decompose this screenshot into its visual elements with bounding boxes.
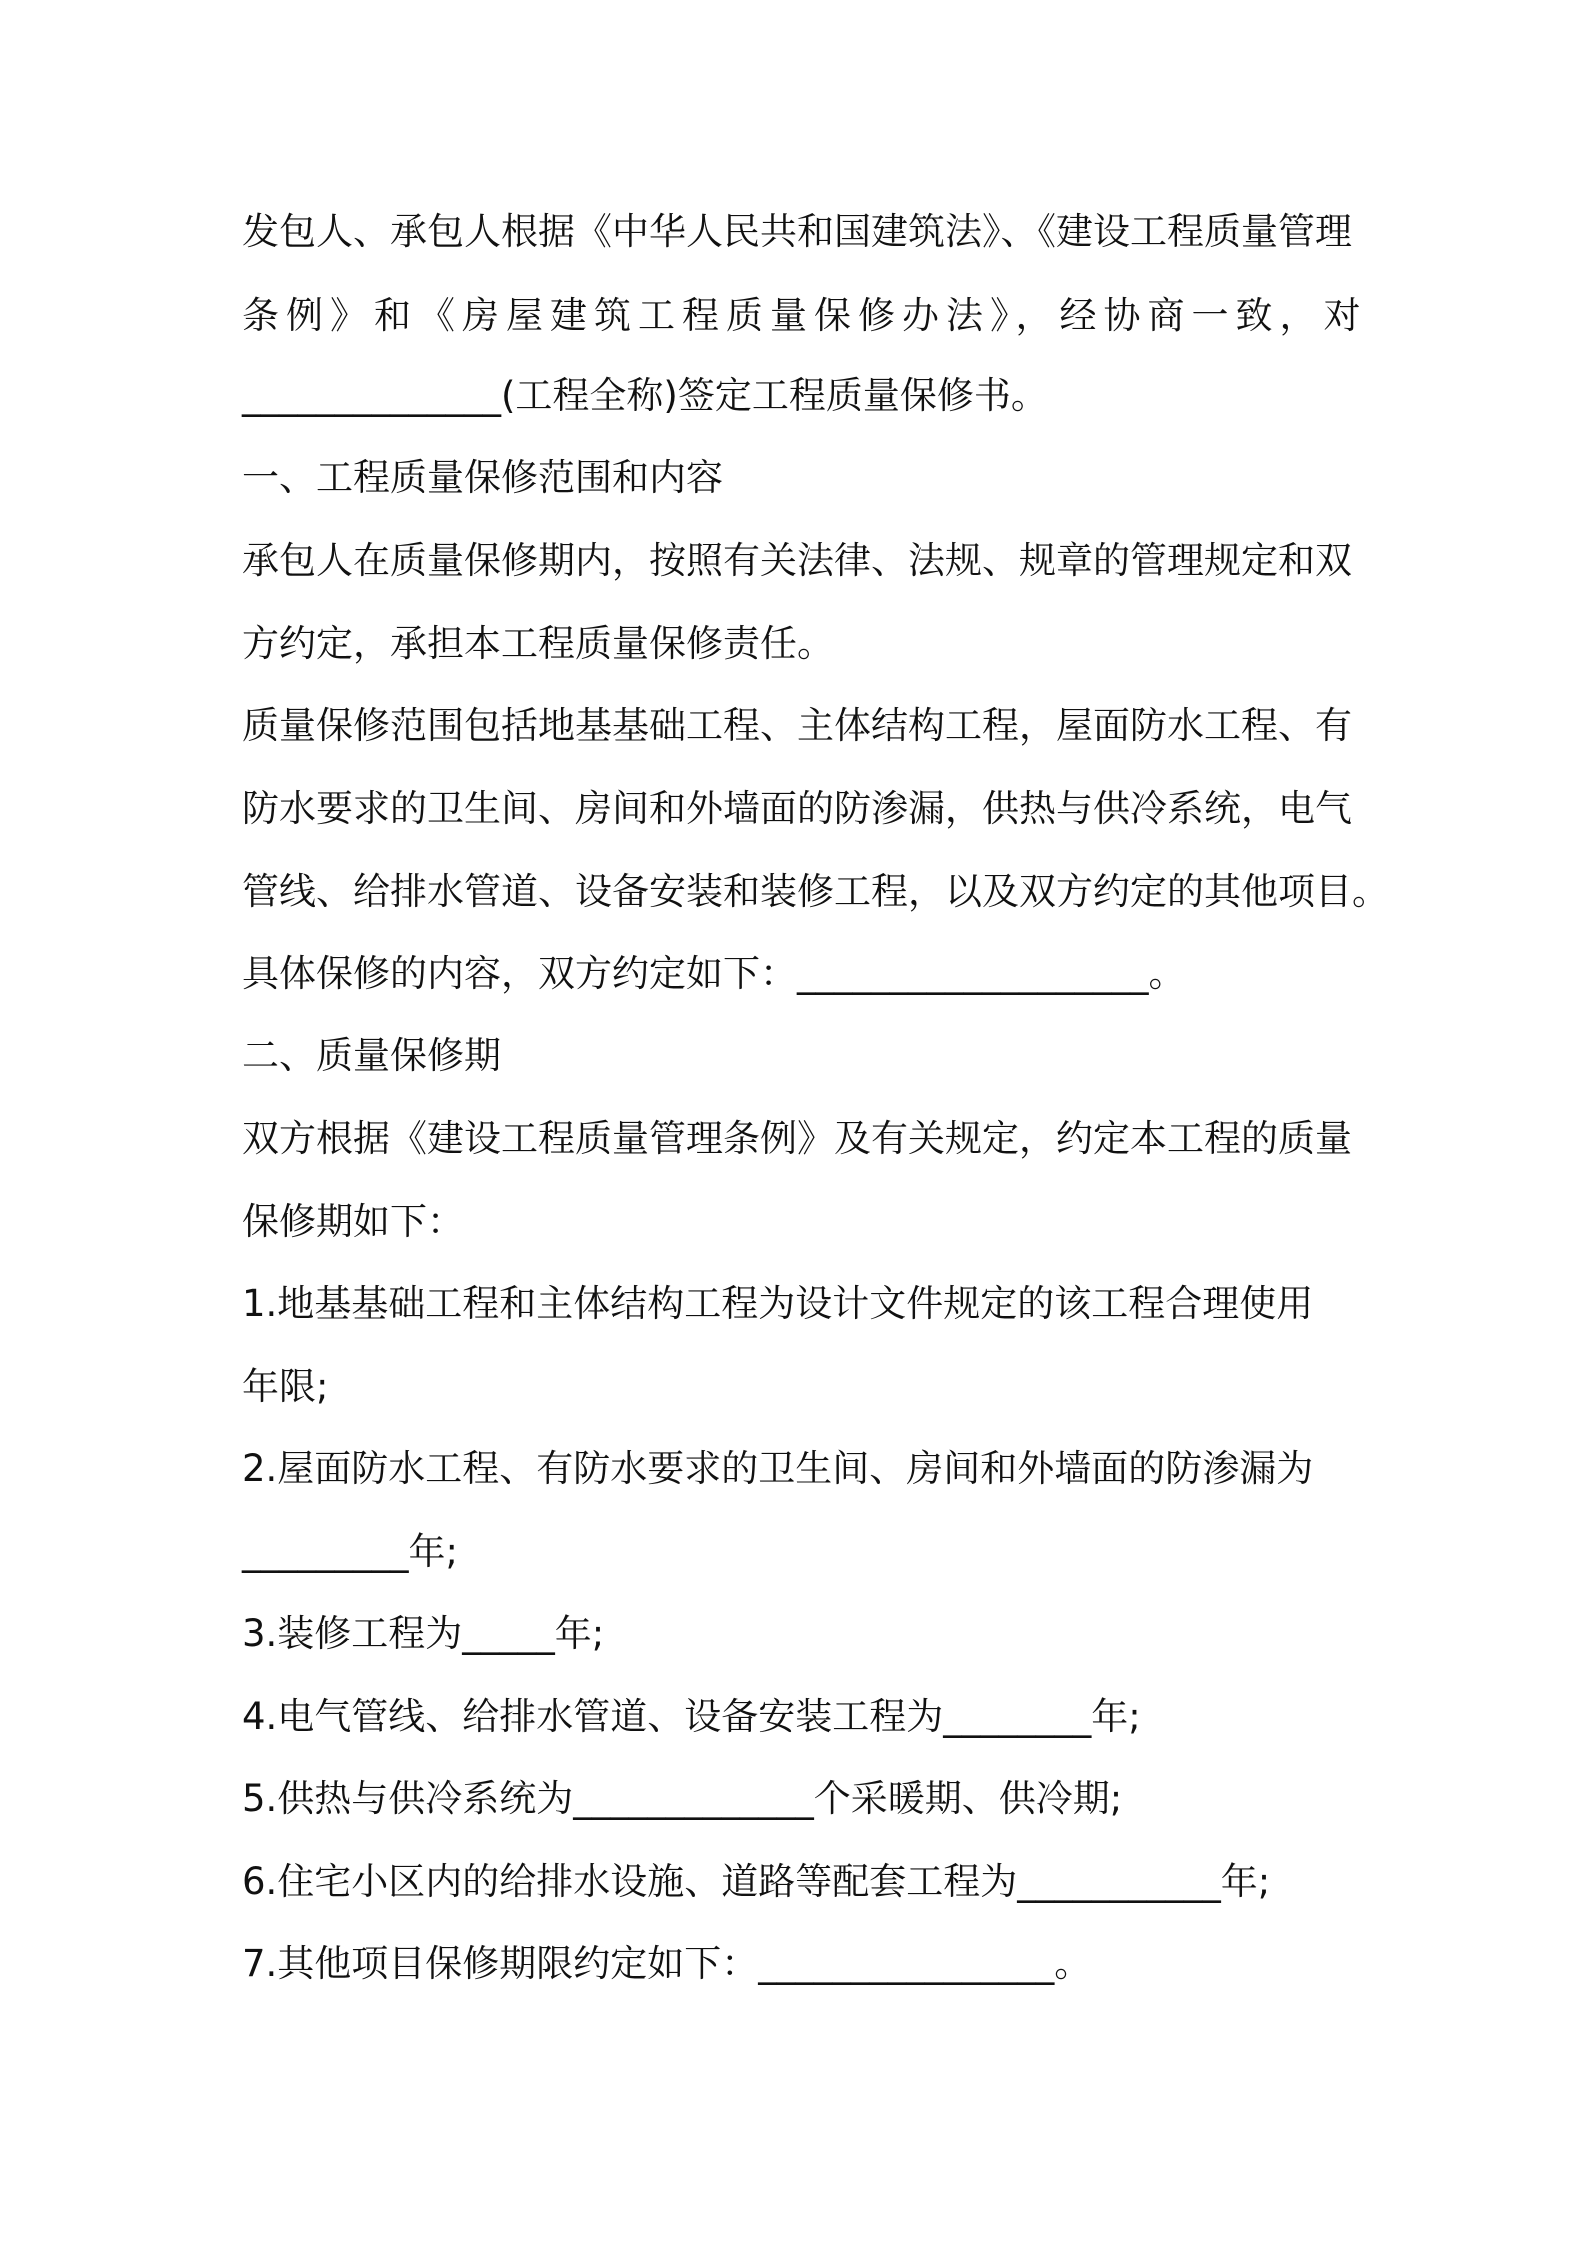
item-5: 5.供热与供冷系统为_____________个采暖期、供冷期;	[242, 1777, 1123, 1820]
section-1-paragraph-3: 具体保修的内容，双方约定如下：___________________。	[242, 952, 1186, 995]
item-4: 4.电气管线、给排水管道、设备安装工程为________年;	[242, 1695, 1141, 1738]
section-1-paragraph-2-line-1: 质量保修范围包括地基基础工程、主体结构工程，屋面防水工程、有	[242, 704, 1352, 747]
section-1-paragraph-1-line-2: 方约定，承担本工程质量保修责任。	[242, 622, 834, 665]
section-1-heading: 一、工程质量保修范围和内容	[242, 456, 723, 499]
intro-line-3: ______________(工程全称)签定工程质量保修书。	[242, 374, 1048, 417]
item-6: 6.住宅小区内的给排水设施、道路等配套工程为___________年;	[242, 1860, 1271, 1903]
intro-line-1: 发包人、承包人根据《中华人民共和国建筑法》、《建设工程质量管理	[242, 210, 1352, 253]
section-1-paragraph-2-line-3: 管线、给排水管道、设备安装和装修工程，以及双方约定的其他项目。	[242, 870, 1389, 913]
item-1-line-1: 1.地基基础工程和主体结构工程为设计文件规定的该工程合理使用	[242, 1282, 1314, 1325]
section-2-paragraph-1-line-1: 双方根据《建设工程质量管理条例》及有关规定，约定本工程的质量	[242, 1117, 1352, 1160]
item-7: 7.其他项目保修期限约定如下：________________。	[242, 1942, 1092, 1985]
section-2-heading: 二、质量保修期	[242, 1034, 501, 1077]
section-1-paragraph-1-line-1: 承包人在质量保修期内，按照有关法律、法规、规章的管理规定和双	[242, 539, 1352, 582]
section-1-paragraph-2-line-2: 防水要求的卫生间、房间和外墙面的防渗漏，供热与供冷系统，电气	[242, 787, 1352, 830]
intro-line-2: 条例》和《房屋建筑工程质量保修办法》，经协商一致，对	[242, 294, 1368, 337]
item-1-line-2: 年限;	[242, 1365, 329, 1408]
section-2-paragraph-1-line-2: 保修期如下：	[242, 1200, 464, 1243]
item-2-line-2: _________年;	[242, 1530, 458, 1573]
item-2-line-1: 2.屋面防水工程、有防水要求的卫生间、房间和外墙面的防渗漏为	[242, 1447, 1314, 1490]
item-3: 3.装修工程为_____年;	[242, 1612, 605, 1655]
